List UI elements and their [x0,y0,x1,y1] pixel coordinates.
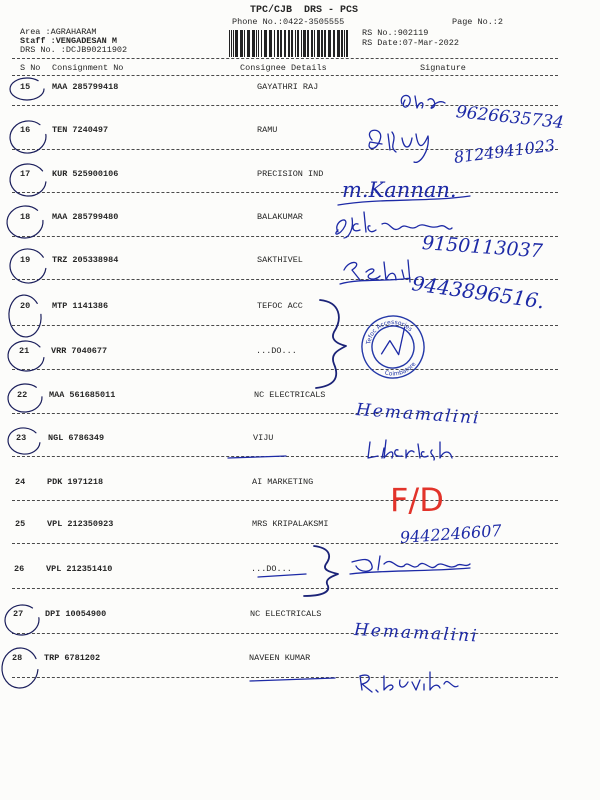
hand-drawn-circle [6,204,45,239]
signature-scribble [336,212,452,238]
serial-number: 24 [15,477,26,487]
consignment-number: PDK 1971218 [47,477,104,487]
handwritten-phone-number: 8124941023 [452,135,557,167]
hand-drawn-circle [10,78,44,100]
consignee-name: GAYATHRI RAJ [257,82,319,92]
serial-number: 19 [20,255,31,265]
signature-scribble [340,260,410,284]
document-title: TPC/CJB DRS - PCS [250,5,359,16]
column-header-consignment: Consignment No [52,63,124,73]
serial-number: 21 [19,346,30,356]
hand-drawn-circle [8,162,47,198]
handwritten-phone-number: 9626635734 [455,102,565,134]
serial-number: 23 [16,433,27,443]
stamp-bottom-text-path: Coimbatore [384,360,418,378]
area: Area :AGRAHARAM [20,27,97,37]
handwritten-phone-number: 9443896516. [410,271,546,314]
hand-drawn-circle [8,247,48,286]
serial-number: 28 [12,653,23,663]
serial-number: 27 [13,609,24,619]
consignment-number: KUR 525900106 [52,169,119,179]
handwritten-name: Hemamalini [353,620,480,647]
signature-underline [338,196,470,205]
consignee-name: TEFOC ACC [257,301,303,311]
consignment-number: MAA 285799480 [52,212,119,222]
hand-drawn-circle [7,426,42,455]
consignment-number: MAA 285799418 [52,82,119,92]
consignee-name: VIJU [253,433,274,443]
hand-drawn-circle [7,339,45,372]
serial-number: 20 [20,301,31,311]
phone-number: Phone No.:0422-3505555 [232,17,345,27]
drs-number: DRS No. :DCJB90211902 [20,45,128,55]
serial-number: 22 [17,390,28,400]
consignee-name: BALAKUMAR [257,212,303,222]
column-header-consignee: Consignee Details [240,63,327,73]
consignment-number: VPL 212350923 [47,519,114,529]
hand-drawn-circle [7,383,43,413]
staff: Staff :VENGADESAN M [20,36,117,46]
hand-drawn-circle [0,647,39,690]
consignment-number: VPL 212351410 [46,564,113,574]
consignee-name: PRECISION IND [257,169,324,179]
signature-scribble [401,95,445,108]
pen-stroke [250,678,335,681]
rs-date: RS Date:07-Mar-2022 [362,38,459,48]
page-number: Page No.:2 [452,17,504,27]
stamp-signature-scribble [376,327,412,359]
rs-number: RS No.:902119 [362,28,429,38]
serial-number: 17 [20,169,31,179]
consignment-number: MAA 561685011 [49,390,116,400]
consignment-number: VRR 7040677 [51,346,108,356]
signature-scribble [369,130,428,162]
serial-number: 25 [15,519,26,529]
consignee-name: NAVEEN KUMAR [249,653,311,663]
pen-stroke [228,456,286,458]
handwritten-name: Hemamalini [355,400,482,429]
handwritten-remark: F/D [390,481,444,519]
company-stamp [354,308,432,386]
pen-stroke [258,574,306,577]
consignee-name: ...DO... [251,564,292,574]
consignee-name: SAKTHIVEL [257,255,303,265]
handwritten-name: m.Kannan. [342,178,457,202]
consignment-number: TRP 6781202 [44,653,101,663]
column-header-signature: Signature [420,63,466,73]
consignment-number: TEN 7240497 [52,125,109,135]
stamp-top-text [360,312,415,347]
signature-scribble [368,440,452,460]
bracket-mark [316,300,346,388]
consignee-name: AI MARKETING [252,477,314,487]
signature-scribble [360,672,458,692]
consignee-name: RAMU [257,125,278,135]
handwritten-phone-number: 9442246607 [399,520,503,547]
consignment-number: NGL 6786349 [48,433,105,443]
signature-scribble [350,556,470,574]
column-header-sno: S No [20,63,41,73]
handwritten-phone-number: 9150113037 [421,232,544,263]
consignment-number: TRZ 205338984 [52,255,119,265]
consignee-name: MRS KRIPALAKSMI [252,519,329,529]
serial-number: 15 [20,82,31,92]
serial-number: 16 [20,125,31,135]
serial-number: 26 [14,564,25,574]
consignee-name: ...DO... [256,346,297,356]
consignment-number: DPI 10054900 [45,609,107,619]
hand-drawn-circle [7,293,43,338]
stamp-top-text-path: Tefoc Accessories [365,318,414,345]
serial-number: 18 [20,212,31,222]
hand-drawn-circle [4,603,41,636]
consignment-number: MTP 1141386 [52,301,109,311]
bracket-mark [304,546,338,596]
consignee-name: NC ELECTRICALS [250,609,322,619]
consignee-name: NC ELECTRICALS [254,390,326,400]
hand-drawn-circle [8,119,48,156]
